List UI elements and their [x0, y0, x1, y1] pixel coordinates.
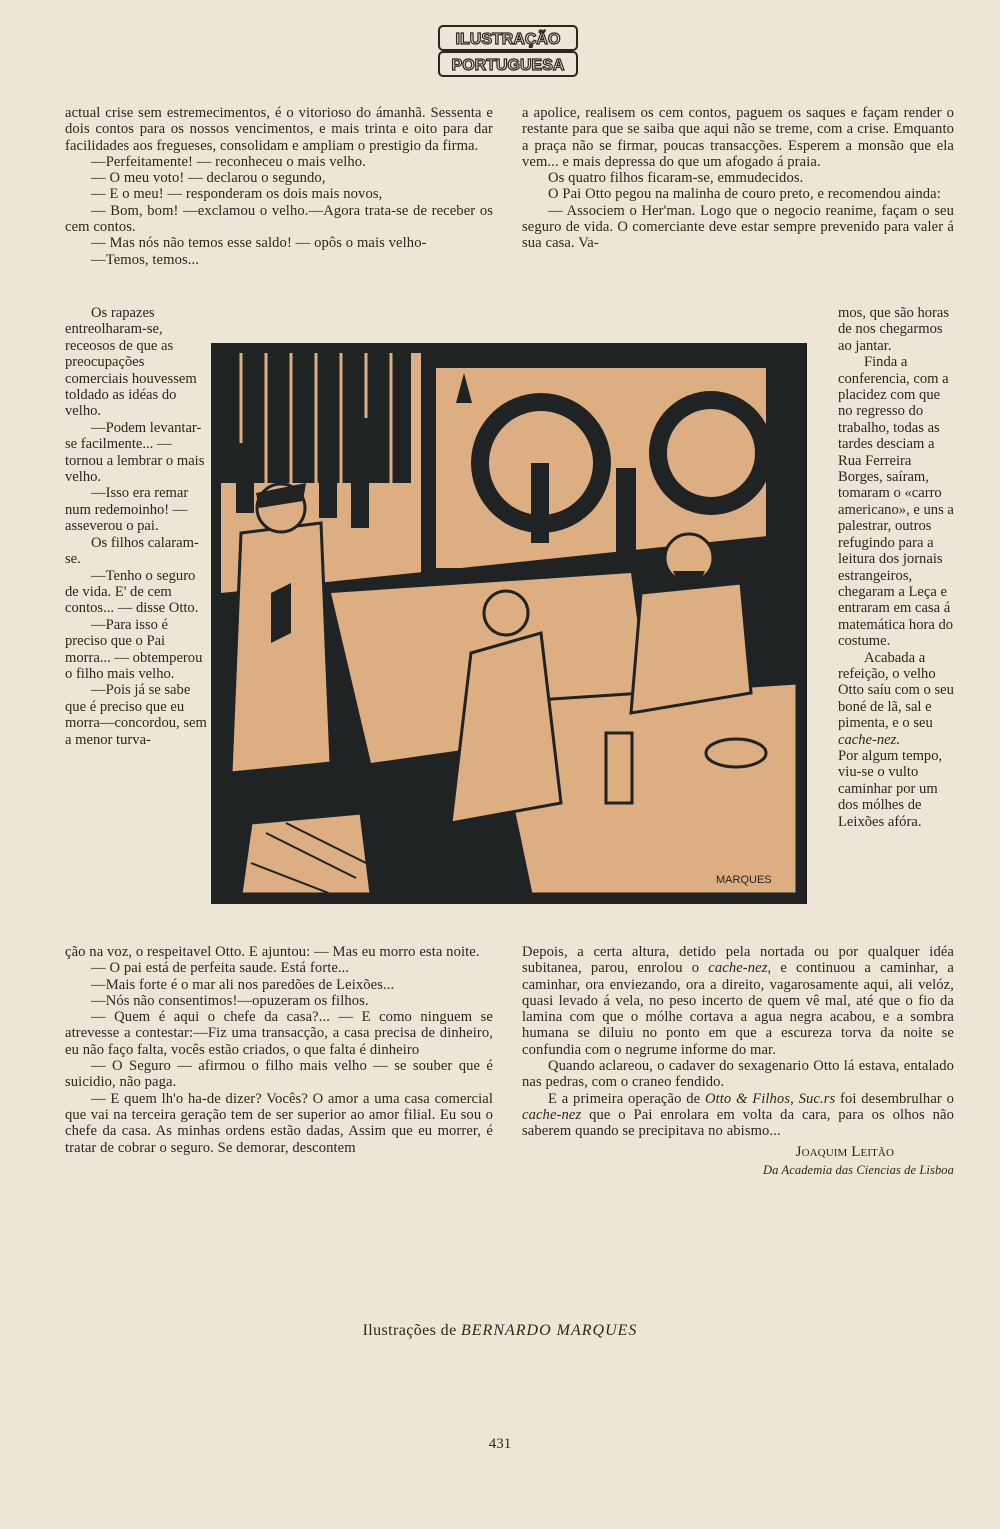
masthead-line2: PORTUGUESA: [451, 57, 565, 74]
page-number: 431: [488, 1436, 512, 1452]
paragraph: a apolice, realisem os cem contos, paguem os saques e façam render o restante para que se saiba que aqui não se treme, com a crise. Emquanto a praça não se firmar, poucas transacções. Esperem a monsão que ela vem... e mais depressa do que um afogado á praia.: [522, 105, 954, 170]
paragraph: — Mas nós não temos esse saldo! — opôs o mais velho-: [91, 235, 427, 252]
credit-artist: BERNARDO MARQUES: [461, 1322, 638, 1339]
paragraph: [522, 1091, 954, 1140]
paragraph: [522, 944, 954, 1058]
italic-term: cache-nez,: [708, 960, 772, 977]
text-run: que o Pai enrolara em volta da cara, para os olhos não saberem quando se precipitava no abismo...: [522, 1106, 954, 1140]
paragraph: — Associem o Her'man. Logo que o negocio reanime, façam o seu seguro de vida. O comerciante deve estar sempre prevenido para valer á sua casa. Va-: [522, 202, 954, 252]
cafe-illustration: [211, 343, 807, 904]
paragraph: —Temos, temos...: [91, 251, 199, 268]
paragraph: —Podem levantar-se facilmente... — tornou a lembrar o mais velho.: [65, 419, 205, 486]
paragraph: —Tenho o seguro de vida. E' de cem contos... — disse Otto.: [65, 567, 199, 617]
paragraph: —Pois já se sabe que é preciso que eu morra—concordou, sem a menor turva-: [65, 682, 207, 748]
text-run: Acabada a refeição, o velho Otto saíu com o seu boné de lã, sal e pimenta, e o seu: [838, 649, 954, 732]
right-wrap-column: [838, 305, 954, 830]
paragraph: Finda a conferencia, com a placidez com que no regresso do trabalho, todas as tardes desciam a Rua Ferreira Borges, saíram, tomaram o «carro americano», e uns a palestrar, outros refugindo para a leitura dos jornais estrangeiros, chegaram a Leça e entraram em casa á matemática hora do costume.: [838, 354, 954, 650]
paragraph: — O pai está de perfeita saude. Está forte...: [91, 960, 350, 977]
left-column-bottom: [65, 944, 493, 1156]
paragraph: ção na voz, o respeitavel Otto. E ajuntou: — Mas eu morro esta noite.: [65, 944, 480, 960]
paragraph: —Perfeitamente! — reconheceu o mais velho.: [91, 153, 366, 170]
author-affiliation: Da Academia das Ciencias de Lisboa: [762, 1162, 954, 1177]
paragraph: — O meu voto! — declarou o segundo,: [91, 170, 326, 187]
illustration-credit: [0, 1322, 1000, 1340]
paragraph: Os quatro filhos ficaram-se, emmudecidos.: [548, 170, 804, 187]
masthead-line1: ILUSTRAÇÃO: [455, 31, 561, 48]
left-wrap-column: [65, 305, 209, 748]
left-column-top: [65, 105, 493, 268]
paragraph: — Bom, bom! —exclamou o velho.—Agora trata-se de receber os cem contos.: [65, 202, 493, 236]
right-column-bottom: [522, 944, 954, 1178]
italic-term: cache-nez: [522, 1106, 582, 1123]
text-run: e continuou a caminhar, a caminhar, ora enviezando, ora a direito, vagarosamente aqui, ali velóz, quasi levado á vela, no peso incerto de quem vê mal, até que o fio da lamina com que o mólhe cortava a agua negra acabou, e a sombra humana se diluiu no ponto em que a escureza torva da noite se confundia com o negrume informe do mar.: [522, 960, 954, 1058]
masthead-logo: [437, 24, 579, 80]
text-run: Depois, a certa altura, detido pela nortada ou por qualquer idéa subitanea, parou, enrolou o: [522, 944, 954, 977]
paragraph: — E o meu! — responderam os dois mais novos,: [91, 186, 383, 203]
right-column-top: [522, 105, 954, 252]
paragraph: O Pai Otto pegou na malinha de couro preto, e recomendou ainda:: [548, 186, 941, 203]
paragraph: —Mais forte é o mar ali nos paredões de Leixões...: [91, 976, 395, 993]
credit-prefix: Ilustrações de: [362, 1322, 457, 1339]
paragraph: — E quem lh'o ha-de dizer? Vocês? O amor a uma casa comercial que vai na terceira geração tem de ser superior ao amor filial. Eu sou o chefe da casa. As minhas ordens estão dadas, Assim que eu morrer, é tratar de cobrar o seguro. Se demorar, descontem: [65, 1090, 493, 1156]
paragraph: mos, que são horas de nos chegarmos ao jantar.: [838, 305, 950, 354]
paragraph: Por algum tempo, viu-se o vulto caminhar por um dos mólhes de Leixões afóra.: [838, 747, 943, 830]
paragraph: —Para isso é preciso que o Pai morra... — obtemperou o filho mais velho.: [65, 616, 203, 682]
paragraph: actual crise sem estremecimentos, é o vitorioso do ámanhã. Sessenta e dois contos para os nossos vencimentos, e mais trinta e oito para dar facilidades aos fregueses, consolidam e ampliam o prestigio da firma.: [65, 105, 493, 154]
paragraph: Os filhos calaram-se.: [65, 534, 199, 568]
italic-term: Otto & Filhos, Suc.rs: [704, 1090, 836, 1107]
text-run: foi desembrulhar o: [840, 1090, 954, 1107]
paragraph: — O Seguro — afirmou o filho mais velho — se souber que é suicidio, não paga.: [65, 1058, 493, 1091]
text-run: E a primeira operação de: [548, 1090, 701, 1107]
paragraph: —Isso era remar num redemoinho! — asseverou o pai.: [65, 485, 189, 535]
paragraph: —Nós não consentimos!—opuzeram os filhos.: [91, 992, 369, 1009]
paragraph: Os rapazes entreolharam-se, receosos de que as preocupações comerciais houvessem toldado as idéas do velho.: [65, 305, 197, 420]
italic-term: cache-nez.: [838, 731, 900, 748]
illustration-signature: MARQUES: [716, 874, 772, 886]
paragraph: Quando aclareou, o cadaver do sexagenario Otto lá estava, entalado nas pedras, com o craneo fendido.: [522, 1058, 954, 1091]
author-signature: Joaquim Leitão: [795, 1143, 894, 1160]
paragraph: [838, 650, 954, 748]
paragraph: — Quem é aqui o chefe da casa?... — E como ninguem se atrevesse a contestar:—Fiz uma transacção, a casa precisa de dinheiro, eu não faço falta, vocês estão criados, o que falta é dinheiro: [65, 1009, 493, 1058]
